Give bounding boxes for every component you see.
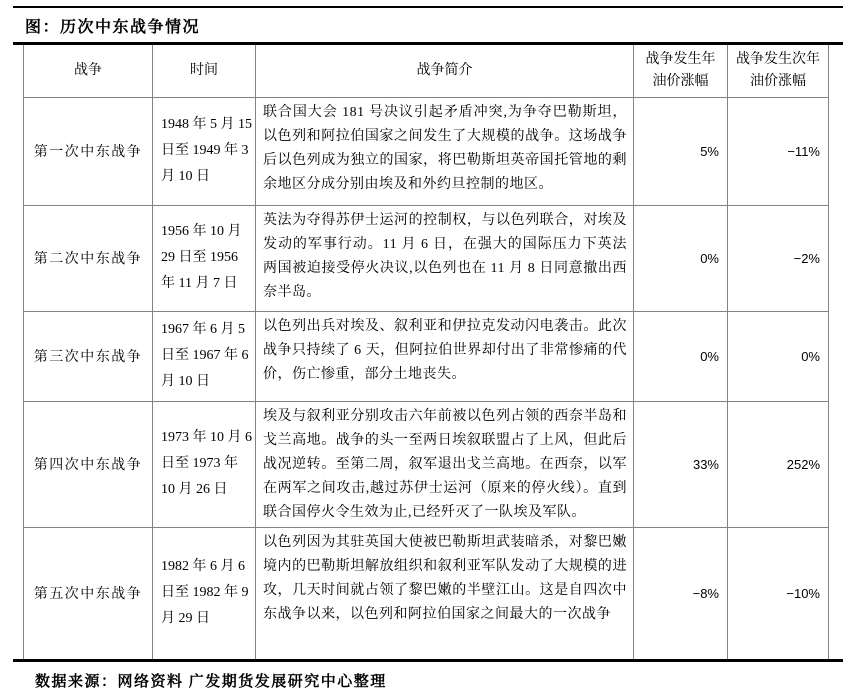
next-year-oil-change-cell: −11% [728, 97, 829, 205]
war-brief-cell: 以色列因为其驻英国大使被巴勒斯坦武装暗杀，对黎巴嫩境内的巴勒斯坦解放组织和叙利亚军队发动了大规模的进攻，几天时间就占领了黎巴嫩的半壁江山。这是自四次中东战争以来，以色列和阿拉伯国家之间最大的一次战争 [256, 527, 634, 659]
war-brief-cell: 英法为夺得苏伊士运河的控制权，与以色列联合，对埃及发动的军事行动。11 月 6 日，在强大的国际压力下英法两国被迫接受停火决议,以色列也在 11 月 8 日同意撤出西奈半岛。 [256, 205, 634, 311]
war-time-cell: 1982 年 6 月 6 日至 1982 年 9 月 29 日 [153, 527, 256, 659]
col-header-next-year-oil-change: 战争发生次年油价涨幅 [728, 45, 829, 97]
next-year-oil-change-cell: 0% [728, 311, 829, 401]
next-year-oil-change-cell: −10% [728, 527, 829, 659]
col-header-time: 时间 [153, 45, 256, 97]
data-source-note: 数据来源：网络资料 广发期货发展研究中心整理 [35, 674, 387, 690]
table-row [24, 97, 829, 205]
war-time-cell: 1973 年 10 月 6 日至 1973 年 10 月 26 日 [153, 401, 256, 527]
col-header-brief: 战争简介 [256, 45, 634, 97]
war-brief-cell: 以色列出兵对埃及、叙利亚和伊拉克发动闪电袭击。此次战争只持续了 6 天，但阿拉伯世界却付出了非常惨痛的代价，伤亡惨重，部分土地丧失。 [256, 311, 634, 401]
table-row [24, 311, 829, 401]
war-name-cell: 第五次中东战争 [24, 527, 153, 659]
table-header-row [24, 45, 829, 97]
war-name-cell: 第一次中东战争 [24, 97, 153, 205]
war-time-cell: 1967 年 6 月 5 日至 1967 年 6 月 10 日 [153, 311, 256, 401]
war-year-oil-change-cell: 0% [634, 311, 728, 401]
figure-title: 图：历次中东战争情况 [25, 19, 201, 36]
war-name-cell: 第四次中东战争 [24, 401, 153, 527]
war-year-oil-change-cell: 0% [634, 205, 728, 311]
war-time-cell: 1956 年 10 月 29 日至 1956 年 11 月 7 日 [153, 205, 256, 311]
war-year-oil-change-cell: −8% [634, 527, 728, 659]
war-year-oil-change-cell: 33% [634, 401, 728, 527]
table-row [24, 205, 829, 311]
table-row [24, 401, 829, 527]
table-row [24, 527, 829, 659]
next-year-oil-change-cell: −2% [728, 205, 829, 311]
war-year-oil-change-cell: 5% [634, 97, 728, 205]
war-brief-cell: 联合国大会 181 号决议引起矛盾冲突,为争夺巴勒斯坦，以色列和阿拉伯国家之间发生了大规模的战争。这场战争后以色列成为独立的国家，将巴勒斯坦英帝国托管地的剩余地区分成分别由埃及和外约旦控制的地区。 [256, 97, 634, 205]
war-name-cell: 第二次中东战争 [24, 205, 153, 311]
middle-east-wars-table [23, 45, 829, 659]
war-time-cell: 1948 年 5 月 15 日至 1949 年 3 月 10 日 [153, 97, 256, 205]
war-brief-cell: 埃及与叙利亚分别攻击六年前被以色列占领的西奈半岛和戈兰高地。战争的头一至两日埃叙联盟占了上风，但此后战况逆转。至第二周，叙军退出戈兰高地。在西奈，以军在两军之间攻击,越过苏伊士运河（原来的停火线）。直到联合国停火令生效为止,已经歼灭了一队埃及军队。 [256, 401, 634, 527]
col-header-war: 战争 [24, 45, 153, 97]
col-header-war-year-oil-change: 战争发生年油价涨幅 [634, 45, 728, 97]
next-year-oil-change-cell: 252% [728, 401, 829, 527]
war-name-cell: 第三次中东战争 [24, 311, 153, 401]
